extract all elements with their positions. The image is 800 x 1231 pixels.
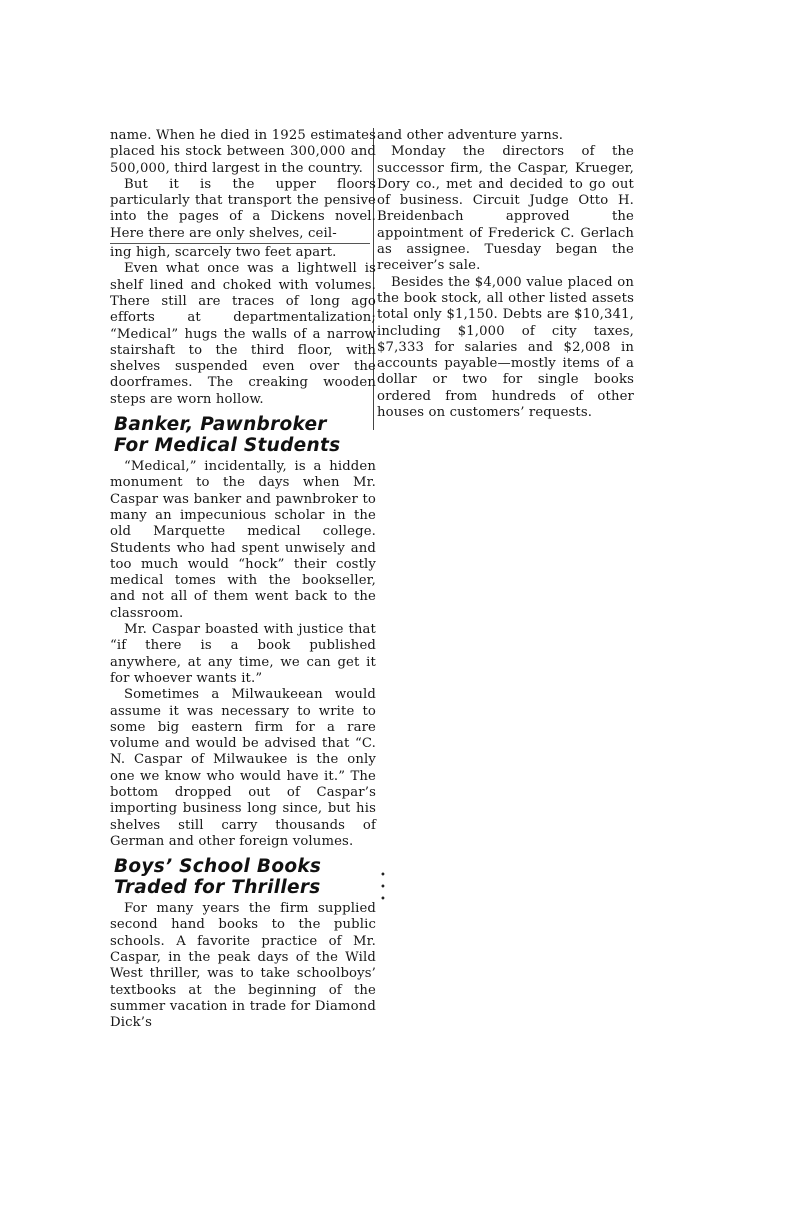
right-column: [377, 128, 634, 421]
paragraph: Sometimes a Milwaukeean would assume it was necessary to write to some big eastern firm for a rare volume and would be advised that “C. N. Caspar of Milwaukee is the only one we know who would have it.” The bottom dropped out of Caspar’s importing business long since, but his shelves still carry thousands of German and other foreign volumes.: [110, 687, 376, 849]
left-column: [110, 128, 376, 1032]
paragraph: Mr. Caspar boasted with justice that “if there is a book published anywhere, at any time, we can get it for whoever wants it.”: [110, 622, 376, 686]
paragraph: name. When he died in 1925 estimates placed his stock between 300,000 and 500,000, third largest in the country.: [110, 128, 376, 176]
paragraph: But it is the upper floors particularly that transport the pensive into the pages of a Dickens novel. Here there are only shelves, ceil-: [110, 176, 376, 241]
subhead-line: Boys’ School Books: [114, 856, 322, 878]
subhead-line: Banker, Pawnbroker: [114, 414, 327, 436]
clipping-cut-line: [110, 243, 370, 244]
paragraph: Monday the directors of the successor firm, the Caspar, Krueger, Dory co., met and decided to go out of business. Circuit Judge Otto H. Breidenbach approved the appointment of Frederick C. Gerlach as assignee. Tuesday began the receiver’s sale.: [377, 144, 634, 274]
subhead-line: Traded for Thrillers: [114, 877, 321, 899]
paragraph: Besides the $4,000 value placed on the book stock, all other listed assets total only $1,150. Debts are $10,341, including $1,000 of city taxes, $7,333 for salaries and $2,008 in accounts payable—mostly items of a dollar or two for single books ordered from hundreds of other houses on customers’ requests.: [377, 274, 634, 421]
subhead-banker-pawnbroker: [114, 414, 376, 456]
subhead-boys-school-books: [114, 856, 376, 898]
paragraph: For many years the firm supplied second hand books to the public schools. A favorite practice of Mr. Caspar, in the peak days of the Wild West thriller, was to take schoolboys’ textbooks at the beginning of the summer vacation in trade for Diamond Dick’s: [110, 901, 376, 1031]
newspaper-clipping: [108, 128, 638, 1128]
paragraph: “Medical,” incidentally, is a hidden monument to the days when Mr. Caspar was banker and pawnbroker to many an impecunious scholar in the old Marquette medical college. Students who had spent unwisely and too much would “hock” their costly medical tomes with the bookseller, and not all of them went back to the classroom.: [110, 459, 376, 621]
paragraph: Even what once was a lightwell is shelf lined and choked with volumes. There still are traces of long ago efforts at departmentalization; “Medical” hugs the walls of a narrow stairshaft to the third floor, with shelves suspended even over the doorframes. The creaking wooden steps are worn hollow.: [110, 261, 376, 407]
paragraph: ing high, scarcely two feet apart.: [110, 245, 337, 261]
paragraph: and other adventure yarns.: [377, 128, 564, 143]
print-speckle-marks: • • •: [380, 870, 386, 905]
subhead-line: For Medical Students: [114, 435, 341, 457]
